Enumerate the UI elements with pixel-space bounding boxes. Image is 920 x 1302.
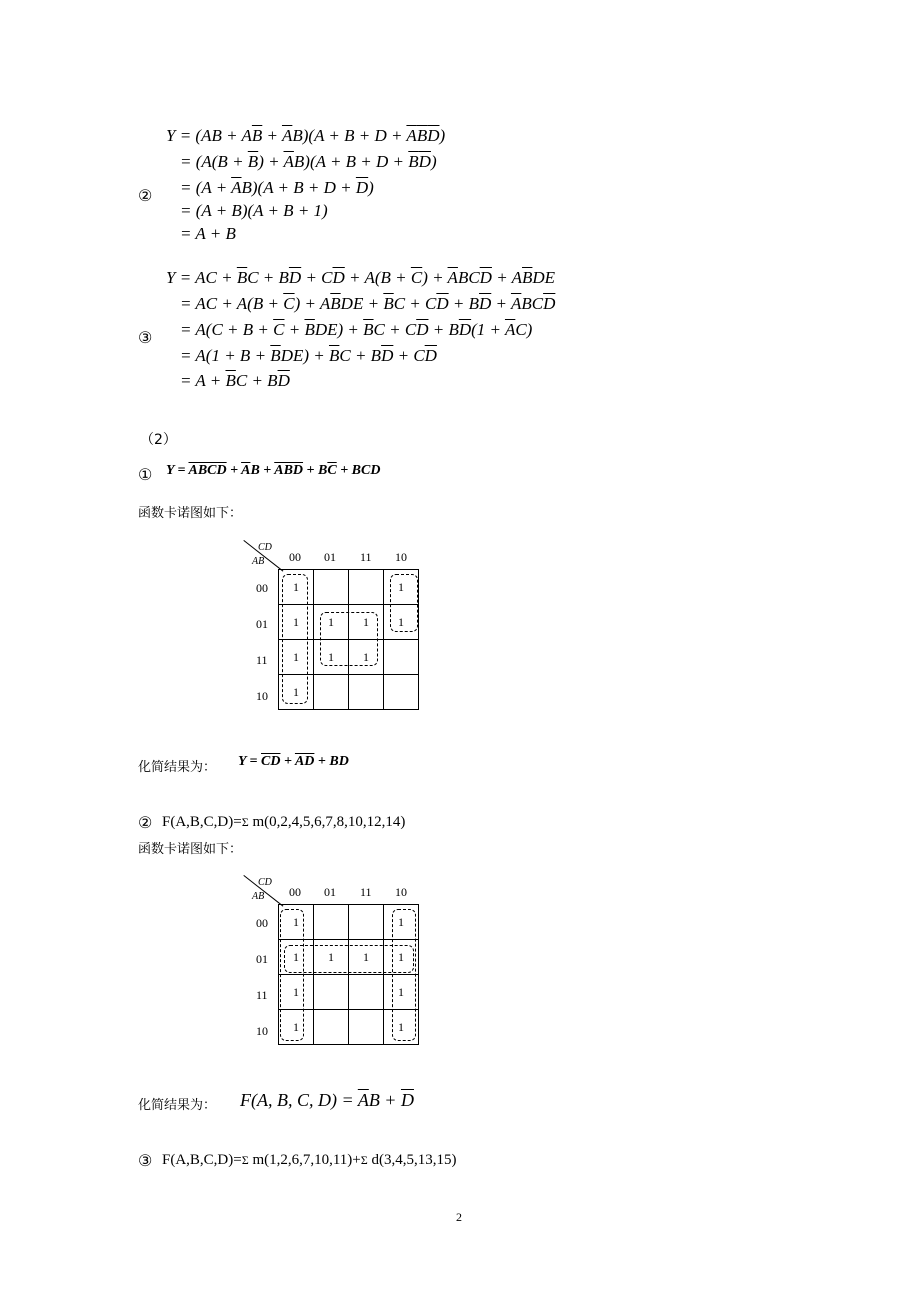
part2-label: （2）	[140, 432, 177, 448]
kmap-1-cell	[384, 675, 419, 710]
kmap-2	[240, 873, 430, 1053]
q2-result-label: 化简结果为：	[138, 1098, 217, 1113]
q1-kmap-caption: 函数卡诺图如下：	[138, 506, 243, 521]
kmap-2-cell: 1	[279, 905, 314, 940]
kmap-2-corner-cd: CD	[258, 877, 272, 888]
kmap-2-row-label: 10	[256, 1024, 268, 1038]
kmap-1-loop-col10	[390, 574, 418, 632]
kmap-2-col-label: 00	[289, 885, 301, 899]
kmap-1-cell: 1	[349, 640, 384, 675]
page-number: 2	[456, 1210, 462, 1224]
eq2-line-5: = A + B	[180, 224, 236, 243]
q3-expression: F(A,B,C,D)=Σ m(1,2,6,7,10,11)+Σ d(3,4,5,13,15)	[162, 1152, 457, 1168]
q1-marker: ①	[138, 467, 153, 484]
kmap-1-corner-ab: AB	[252, 556, 265, 567]
kmap-2-cell: 1	[279, 975, 314, 1010]
kmap-2-cell: 1	[314, 940, 349, 975]
kmap-1-cell: 1	[384, 605, 419, 640]
kmap-1-cell: 1	[279, 640, 314, 675]
kmap-2-cell: 1	[384, 905, 419, 940]
kmap-2-col-label: 11	[360, 885, 372, 899]
eq3-line-3: = $A(C + B + \overline{C} + \overline{B}DE) + \overline{B}C + C\overline{D} + B\overline{D}(1 + \overline{A}C)$	[180, 320, 533, 339]
kmap-2-cell: 1	[279, 940, 314, 975]
kmap-2-col-label: 01	[324, 885, 336, 899]
kmap-1-cell: 1	[384, 570, 419, 605]
kmap-1-loop-quad	[320, 612, 378, 666]
kmap-1-cell	[314, 675, 349, 710]
kmap-2-cell	[314, 905, 349, 940]
kmap-1-col-label: 01	[324, 550, 336, 564]
kmap-2-corner-ab: AB	[252, 891, 265, 902]
kmap-2-cell: 1	[349, 940, 384, 975]
kmap-1-cell: 1	[279, 605, 314, 640]
eq2-line-1: $Y = (AB + A\overline{B} + \overline{A}B)(A + B + D + \overline{A}\overline{B}\overline{D})$	[166, 126, 446, 145]
kmap-1-loop-col00	[282, 574, 308, 704]
kmap-1-row-label: 01	[256, 617, 268, 631]
kmap-2-row-label: 11	[256, 988, 268, 1002]
kmap-2-cell: 1	[384, 1010, 419, 1045]
eq2-marker: ②	[138, 188, 153, 205]
kmap-1-col-label: 10	[395, 550, 407, 564]
q1-result-label: 化简结果为：	[138, 760, 217, 775]
q2-result-expression: F(A, B, C, $D) = \overline{A}B + \overline{D}$	[240, 1090, 414, 1110]
kmap-2-cell: 1	[384, 975, 419, 1010]
q2-kmap-caption: 函数卡诺图如下：	[138, 842, 243, 857]
kmap-1	[240, 538, 430, 718]
kmap-2-cell	[349, 975, 384, 1010]
eq3-line-2: = AC + $A(B + \overline{C}) + A\overline{B}DE + \overline{B}C + C\overline{D} + B\overline{D} + \overline{A}BC\overline{D}$	[180, 294, 556, 313]
kmap-1-corner-cd: CD	[258, 542, 272, 553]
kmap-1-cell: 1	[349, 605, 384, 640]
kmap-1-cell: 1	[279, 570, 314, 605]
kmap-2-cell	[314, 1010, 349, 1045]
kmap-1-cell	[384, 640, 419, 675]
kmap-2-cell	[314, 975, 349, 1010]
kmap-1-cell	[349, 570, 384, 605]
kmap-2-cell	[349, 905, 384, 940]
kmap-1-row-label: 10	[256, 689, 268, 703]
eq2-line-3: = $(A + \overline{A}B)(A + B + D + \overline{D})$	[180, 178, 374, 197]
q1-result-expression: $Y = \overline{CD} + \overline{AD}$ + BD	[238, 754, 349, 769]
kmap-1-row-label: 00	[256, 581, 268, 595]
q3-marker: ③	[138, 1153, 153, 1170]
kmap-2-cell	[349, 1010, 384, 1045]
eq3-line-1: Y = AC + $\overline{B}C + B\overline{D} + C\overline{D} + A(B + \overline{C}) + \overline{A}BC\overline{D} + A\overline{B}DE$	[166, 268, 556, 287]
kmap-1-cell: 1	[314, 605, 349, 640]
q2-expression: F(A,B,C,D)=Σ m(0,2,4,5,6,7,8,10,12,14)	[162, 814, 406, 830]
kmap-1-col-label: 11	[360, 550, 372, 564]
kmap-1-cell: 1	[279, 675, 314, 710]
kmap-2-loop-col00	[280, 909, 304, 1041]
kmap-2-loop-col10	[392, 909, 416, 1041]
kmap-2-row-label: 00	[256, 916, 268, 930]
eq3-line-4: = $A(1 + B + \overline{B}DE) + \overline{B}C + B\overline{D} + C\overline{D}$	[180, 346, 437, 365]
kmap-2-cell: 1	[279, 1010, 314, 1045]
eq3-marker: ③	[138, 330, 153, 347]
kmap-1-cell: 1	[314, 640, 349, 675]
eq2-line-2: = $(A(B + \overline{B}) + \overline{A}B)(A + B + D + \overline{B}\overline{D})$	[180, 152, 437, 171]
q2-marker: ②	[138, 815, 153, 832]
kmap-1-row-label: 11	[256, 653, 268, 667]
q1-expression: Y = ABCD + $\overline{A}B + \overline{ABD} + B\overline{C}$ + BCD	[166, 463, 381, 478]
eq3-line-5: = $A + \overline{B}C + B\overline{D}$	[180, 371, 290, 390]
kmap-1-col-label: 00	[289, 550, 301, 564]
kmap-2-col-label: 10	[395, 885, 407, 899]
kmap-1-cell	[314, 570, 349, 605]
kmap-2-cell: 1	[384, 940, 419, 975]
kmap-1-cell	[349, 675, 384, 710]
kmap-2-row-label: 01	[256, 952, 268, 966]
eq2-line-4: = (A + B)(A + B + 1)	[180, 201, 328, 220]
